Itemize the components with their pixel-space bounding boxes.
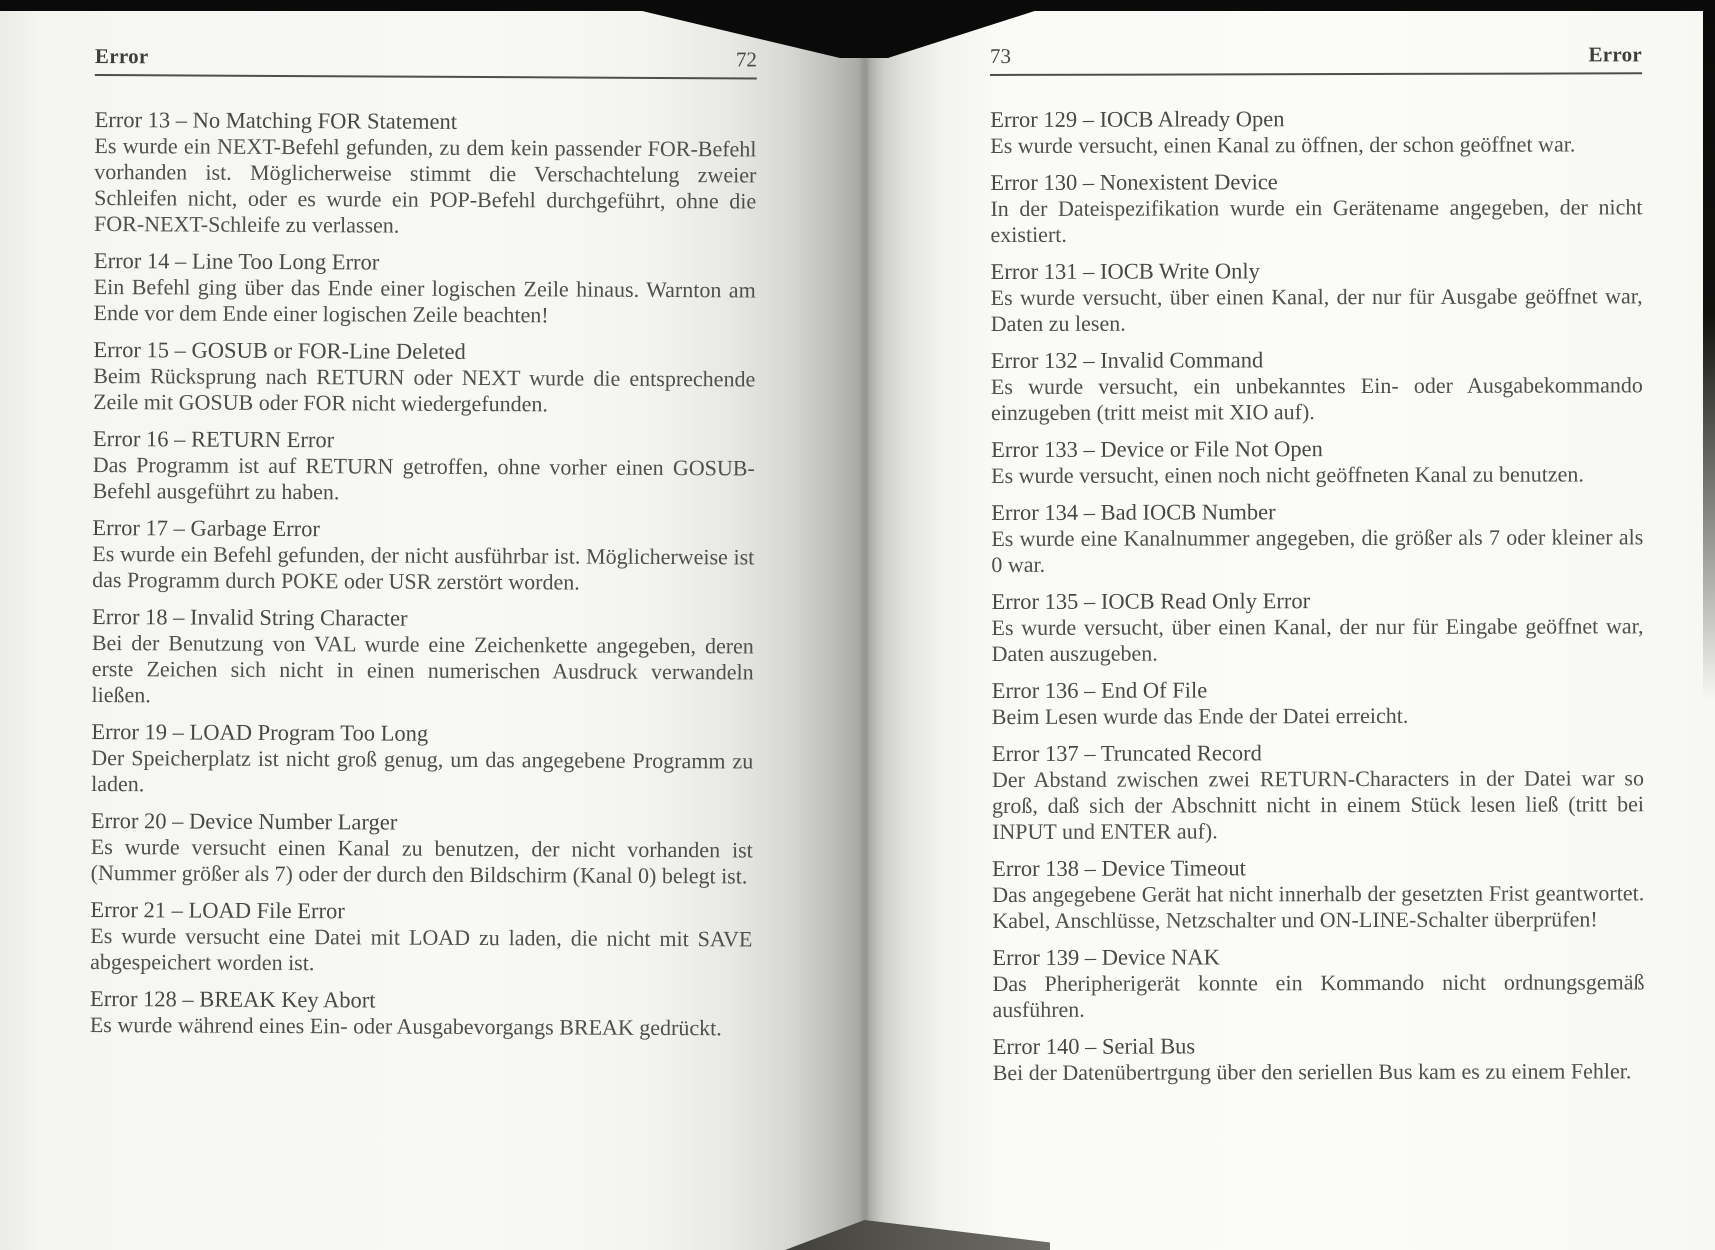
error-description: Beim Rücksprung nach RETURN oder NEXT wurde die entsprechende Zeile mit GOSUB oder FOR nicht wiedergefunden. bbox=[93, 362, 756, 417]
error-entry bbox=[990, 168, 1642, 248]
error-description: Bei der Datenübertrgung über den seriellen Bus kam es zu einem Fehler. bbox=[992, 1058, 1632, 1085]
error-heading: Error 17 – Garbage Error bbox=[92, 514, 320, 542]
error-entry bbox=[992, 739, 1644, 845]
error-heading: Error 128 – BREAK Key Abort bbox=[89, 985, 376, 1013]
running-title: Error bbox=[94, 44, 149, 69]
error-description: Es wurde versucht, über einen Kanal, der nur für Ausgabe geöffnet war, Daten zu lesen. bbox=[990, 283, 1643, 336]
error-entry bbox=[91, 808, 753, 889]
error-description: Es wurde während eines Ein- oder Ausgabevorgangs BREAK gedrückt. bbox=[89, 1011, 722, 1041]
error-entry bbox=[91, 719, 753, 800]
error-description: Das Pheripherigerät konnte ein Kommando nicht ordnungsgemäß ausführen. bbox=[992, 969, 1645, 1022]
error-list bbox=[90, 107, 757, 1041]
error-heading: Error 15 – GOSUB or FOR-Line Deleted bbox=[93, 336, 466, 364]
error-description: Ein Befehl ging über das Ende einer logischen Zeile hinaus. Warnton am Ende vor dem Ende einer logischen Zeile beachten! bbox=[93, 273, 756, 328]
error-entry bbox=[991, 587, 1643, 667]
error-entry bbox=[992, 854, 1644, 934]
error-description: Bei der Benutzung von VAL wurde eine Zeichenkette angegeben, deren erste Zeichen sich nicht in einen numerischen Ausdruck verwandeln ließen. bbox=[91, 629, 754, 708]
error-heading: Error 135 – IOCB Read Only Error bbox=[991, 588, 1311, 614]
error-entry bbox=[990, 105, 1642, 159]
error-heading: Error 13 – No Matching FOR Statement bbox=[94, 106, 458, 134]
error-entry bbox=[993, 1032, 1645, 1086]
error-description: Beim Lesen wurde das Ende der Datei erreicht. bbox=[991, 702, 1409, 729]
error-entry bbox=[94, 248, 756, 329]
right-edge-shadow bbox=[1703, 0, 1715, 700]
running-title: Error bbox=[1588, 42, 1643, 67]
error-heading: Error 139 – Device NAK bbox=[992, 944, 1220, 970]
page-number: 72 bbox=[735, 47, 757, 72]
page-number: 73 bbox=[990, 43, 1012, 68]
error-entry bbox=[93, 337, 755, 418]
error-entry bbox=[991, 435, 1643, 489]
error-heading: Error 138 – Device Timeout bbox=[992, 855, 1246, 881]
right-page bbox=[868, 10, 1715, 1250]
left-page-header bbox=[95, 44, 757, 79]
error-list bbox=[990, 105, 1645, 1086]
error-entry bbox=[992, 676, 1644, 730]
error-heading: Error 18 – Invalid String Character bbox=[91, 603, 408, 631]
error-entry bbox=[991, 346, 1643, 426]
error-description: Das Programm ist auf RETURN getroffen, ohne vorher einen GOSUB-Befehl ausgeführt zu haben. bbox=[92, 451, 755, 505]
error-heading: Error 19 – LOAD Program Too Long bbox=[91, 718, 429, 746]
left-page-content bbox=[90, 44, 757, 1052]
error-description: Es wurde eine Kanalnummer angegeben, die größer als 7 oder kleiner als 0 war. bbox=[991, 524, 1644, 577]
error-heading: Error 140 – Serial Bus bbox=[992, 1033, 1196, 1059]
error-entry bbox=[93, 426, 755, 507]
error-heading: Error 14 – Line Too Long Error bbox=[93, 247, 380, 275]
right-page-header bbox=[990, 42, 1642, 76]
error-entry bbox=[90, 986, 752, 1041]
error-description: Es wurde versucht, einen noch nicht geöffneten Kanal zu benutzen. bbox=[991, 461, 1584, 488]
error-entry bbox=[94, 107, 757, 240]
error-entry bbox=[90, 897, 752, 978]
error-heading: Error 133 – Device or File Not Open bbox=[991, 436, 1323, 462]
error-description: Es wurde versucht einen Kanal zu benutzen, der nicht vorhanden ist (Nummer größer als 7) oder der durch den Bildschirm (Kanal 0) belegt ist. bbox=[90, 833, 753, 889]
error-description: Es wurde versucht, einen Kanal zu öffnen, der schon geöffnet war. bbox=[990, 131, 1576, 158]
error-description: Es wurde ein NEXT-Befehl gefunden, zu dem kein passender FOR-Befehl vorhanden ist. Möglicherweise stimmt die Verschachtelung zweier Schleifen nicht, oder es wurde ein POP-Befehl durchgeführt, ohne die FOR-NEXT-Schleife zu verlassen. bbox=[93, 132, 757, 238]
error-heading: Error 132 – Invalid Command bbox=[990, 347, 1264, 373]
error-description: Der Abstand zwischen zwei RETURN-Characters in der Datei war so groß, daß sich der Abschnitt nicht in einem Stück lesen ließ (tritt bei INPUT und ENTER auf). bbox=[991, 765, 1645, 844]
error-heading: Error 134 – Bad IOCB Number bbox=[991, 499, 1276, 525]
gutter-shadow bbox=[862, 40, 876, 1240]
error-heading: Error 129 – IOCB Already Open bbox=[990, 106, 1285, 132]
error-entry bbox=[92, 515, 754, 596]
error-entry bbox=[991, 257, 1643, 337]
error-heading: Error 130 – Nonexistent Device bbox=[990, 169, 1278, 195]
error-description: Es wurde versucht, über einen Kanal, der nur für Eingabe geöffnet war, Daten auszugeben. bbox=[991, 613, 1644, 666]
error-entry bbox=[991, 498, 1643, 578]
left-page bbox=[0, 10, 868, 1250]
error-heading: Error 131 – IOCB Write Only bbox=[990, 258, 1260, 284]
error-description: In der Dateispezifikation wurde ein Gerätename angegeben, der nicht existiert. bbox=[990, 194, 1643, 247]
error-description: Es wurde ein Befehl gefunden, der nicht ausführbar ist. Möglicherweise ist das Programm durch POKE oder USR zerstört worden. bbox=[92, 540, 755, 595]
error-entry bbox=[992, 943, 1644, 1023]
error-description: Das angegebene Gerät hat nicht innerhalb der gesetzten Frist geantwortet. Kabel, Anschlüsse, Netzschalter und ON-LINE-Schalter überprüfen! bbox=[992, 880, 1645, 933]
error-description: Der Speicherplatz ist nicht groß genug, um das angegebene Programm zu laden. bbox=[91, 744, 754, 797]
error-entry bbox=[92, 604, 755, 711]
error-description: Es wurde versucht eine Datei mit LOAD zu laden, die nicht mit SAVE abgespeichert worden ist. bbox=[90, 922, 753, 976]
error-heading: Error 16 – RETURN Error bbox=[92, 425, 335, 453]
error-heading: Error 136 – End Of File bbox=[991, 677, 1208, 703]
error-heading: Error 21 – LOAD File Error bbox=[90, 896, 345, 924]
right-page-content bbox=[990, 42, 1645, 1097]
error-description: Es wurde versucht, ein unbekanntes Ein- oder Ausgabekommando einzugeben (tritt meist mit XIO auf). bbox=[990, 372, 1643, 425]
error-heading: Error 20 – Device Number Larger bbox=[90, 807, 398, 835]
error-heading: Error 137 – Truncated Record bbox=[991, 740, 1262, 766]
